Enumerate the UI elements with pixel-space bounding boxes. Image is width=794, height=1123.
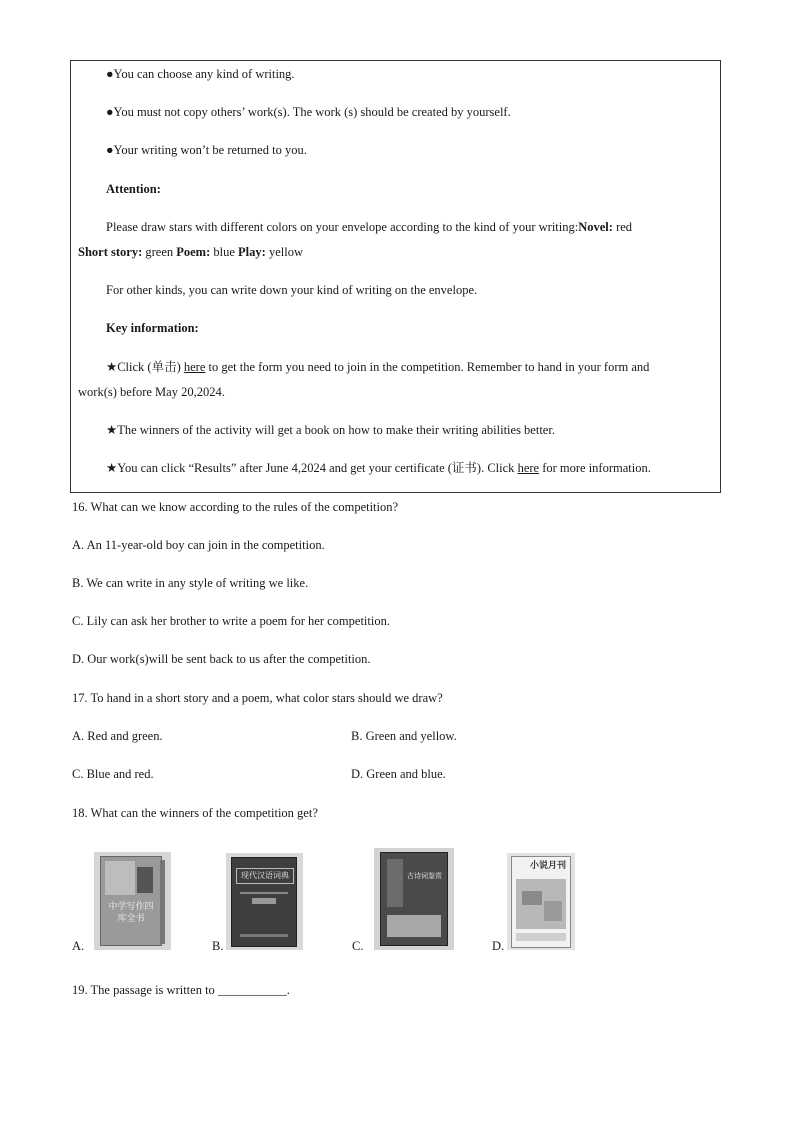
q18-stem: 18. What can the winners of the competition get? [72,806,318,820]
novel-value: red [612,220,633,234]
play-value: yellow [265,245,303,259]
q16-stem: 16. What can we know according to the rules of the competition? [72,500,399,514]
poem-label: Poem: [176,245,211,259]
passage-box [70,60,721,493]
q18-option-a-label[interactable]: A. [72,939,85,953]
q19-stem [72,982,290,998]
q19-answer-blank[interactable]: ___________. [217,983,290,997]
play-label: Play: [238,245,266,259]
q16-option-a[interactable]: A. An 11-year-old boy can join in the competition. [72,538,325,552]
q18-option-c-book-image[interactable] [374,848,454,950]
book-a-title: 中学写作四库全书 [108,902,154,924]
attention-line-2 [78,244,303,260]
book-d-title: 小说月刊 [529,861,566,871]
attention-heading: Attention: [106,182,161,196]
rule-choose-writing: ●You can choose any kind of writing. [106,67,295,81]
other-kinds-note: For other kinds, you can write down your kind of writing on the envelope. [106,283,478,297]
q18-option-d-label[interactable]: D. [492,939,505,953]
key-info-1-cont: work(s) before May 20,2024. [78,385,225,399]
q18-option-a-book-image[interactable] [94,852,171,950]
attention-text: Please draw stars with different colors on your envelope according to the kind of your writing: [106,220,579,234]
q17-option-b[interactable]: B. Green and yellow. [351,729,457,743]
key-info-1 [106,359,649,375]
short-story-value: green [142,245,177,259]
book-a-cover [100,856,162,946]
q16-option-c[interactable]: C. Lily can ask her brother to write a poem for her competition. [72,614,390,628]
q17-option-c[interactable]: C. Blue and red. [72,767,154,781]
q19-stem-text: 19. The passage is written to [72,983,218,997]
q16-option-d[interactable]: D. Our work(s)will be sent back to us after the competition. [72,652,371,666]
q18-option-d-book-image[interactable] [507,853,575,950]
book-d-cover [511,856,571,948]
rule-not-returned: ●Your writing won’t be returned to you. [106,143,307,157]
key1-text-end: to get the form you need to join in the competition. Remember to hand in your form and [205,360,650,374]
key3-text-end: for more information. [539,461,651,475]
key3-text: ★You can click “Results” after June 4,2024 and get your certificate (证书). Click [106,461,518,475]
q17-option-d[interactable]: D. Green and blue. [351,767,446,781]
q17-stem: 17. To hand in a short story and a poem, what color stars should we draw? [72,691,443,705]
novel-label: Novel: [578,220,613,234]
q16-option-b[interactable]: B. We can write in any style of writing we like. [72,576,309,590]
book-c-title: 古诗词鉴赏 [407,872,442,880]
book-b-title: 现代汉语词典 [236,868,294,884]
key1-text: ★Click (单击) [106,360,184,374]
q17-option-a[interactable]: A. Red and green. [72,729,163,743]
q18-option-b-book-image[interactable] [226,853,303,950]
book-c-cover [380,852,448,946]
key-info-heading: Key information: [106,321,199,335]
q18-option-b-label[interactable]: B. [212,939,224,953]
q18-option-c-label[interactable]: C. [352,939,364,953]
key-info-2: ★The winners of the activity will get a book on how to make their writing abilities better. [106,423,555,437]
more-info-here-link[interactable]: here [517,461,540,475]
key-info-3 [106,460,651,476]
attention-line-1 [106,219,632,235]
form-here-link[interactable]: here [183,360,206,374]
short-story-label: Short story: [78,245,143,259]
book-b-cover [231,857,297,947]
rule-no-copy: ●You must not copy others’ work(s). The work (s) should be created by yourself. [106,105,511,119]
poem-value: blue [210,245,239,259]
